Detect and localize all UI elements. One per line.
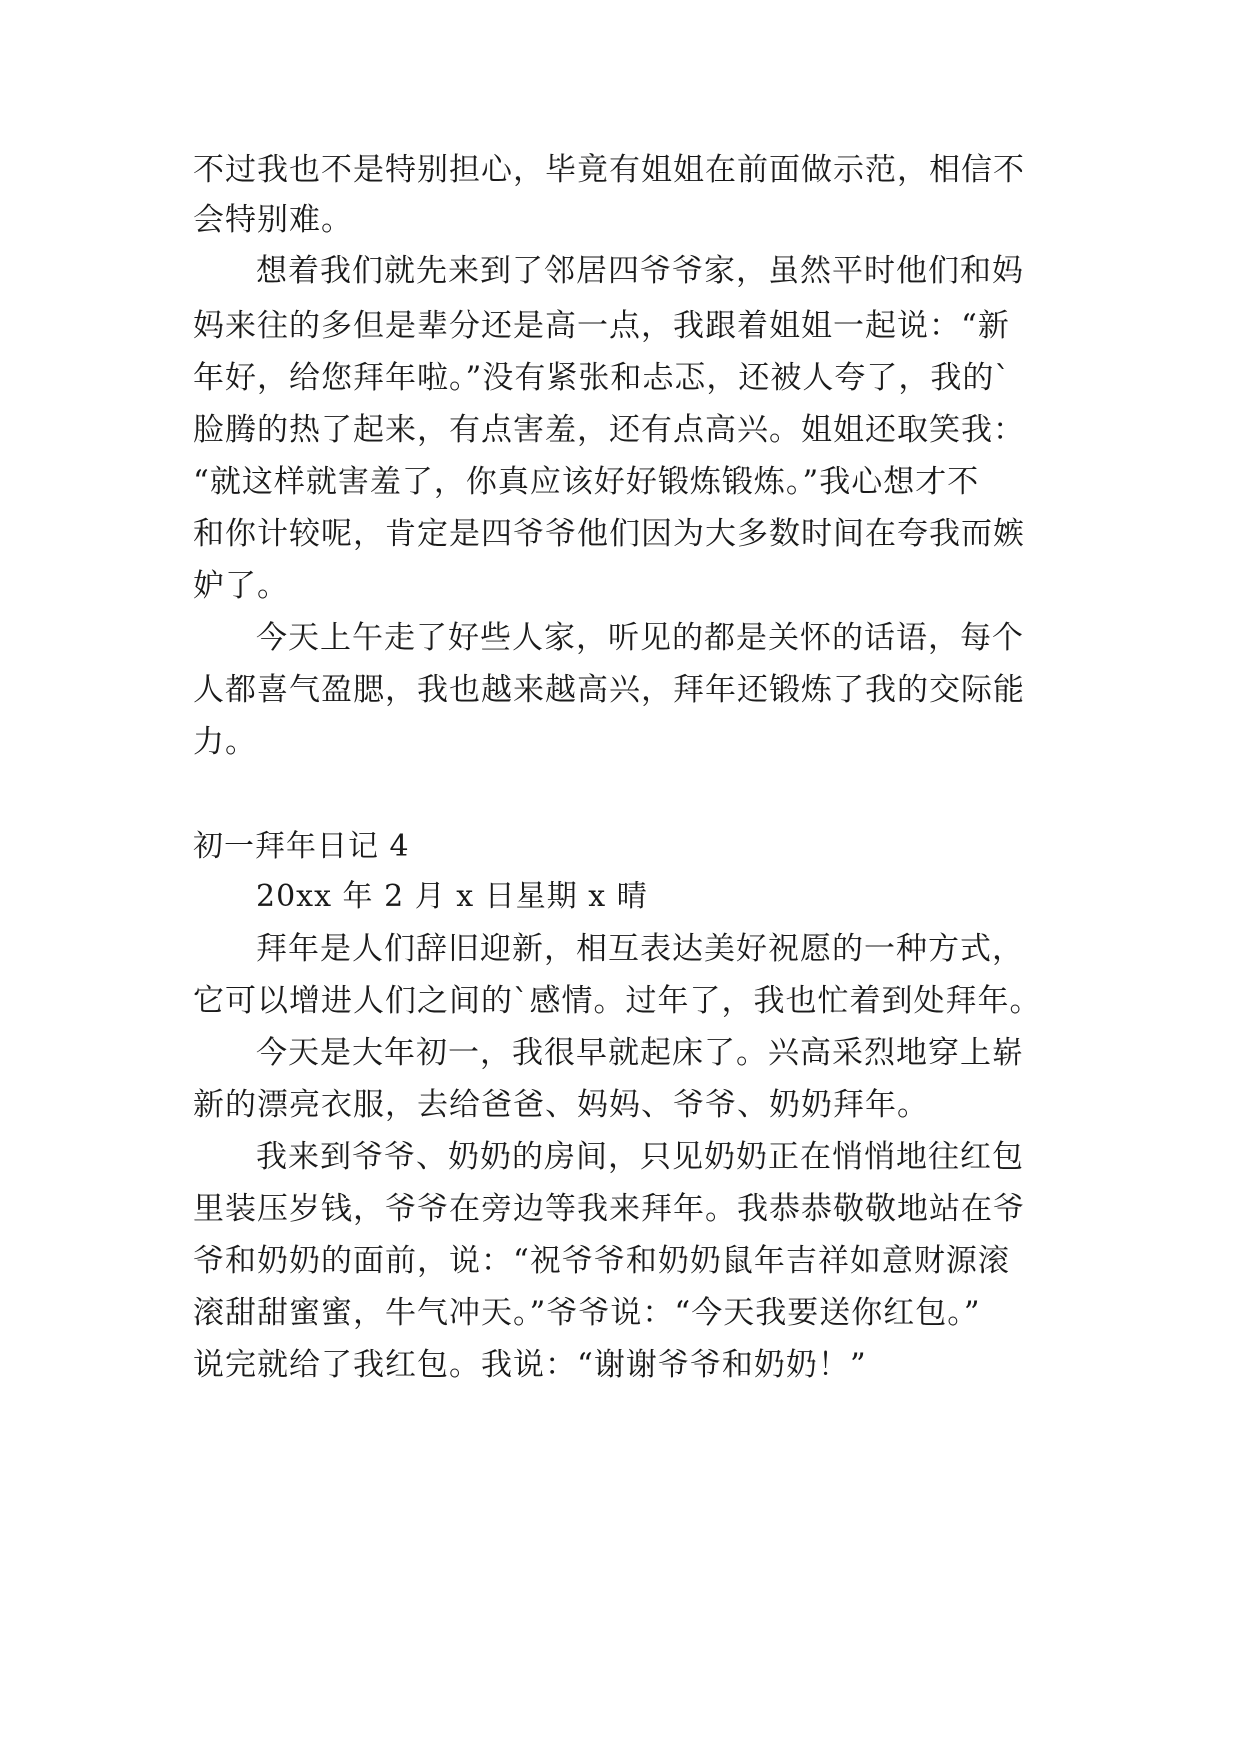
paragraph-start: 想着我们就先来到了邻居四爷爷家，虽然平时他们和妈 (256, 253, 1024, 289)
text-line: 脸腾的热了起来，有点害羞，还有点高兴。姐姐还取笑我： (193, 412, 1025, 448)
section-title: 初一拜年日记 4 (193, 829, 410, 864)
text-line: 它可以增进人们之间的`感情。过年了，我也忙着到处拜年。 (193, 983, 1042, 1019)
text-line: 里装压岁钱，爷爷在旁边等我来拜年。我恭恭敬敬地站在爷 (193, 1191, 1025, 1227)
paragraph-start: 今天上午走了好些人家，听见的都是关怀的话语，每个 (256, 620, 1024, 656)
paragraph-start: 我来到爷爷、奶奶的房间，只见奶奶正在悄悄地往红包 (256, 1139, 1024, 1175)
text-line: 人都喜气盈腮，我也越来越高兴，拜年还锻炼了我的交际能 (193, 672, 1025, 708)
diary-date: 20xx 年 2 月 x 日星期 x 晴 (256, 879, 648, 914)
paragraph-start: 今天是大年初一，我很早就起床了。兴高采烈地穿上崭 (256, 1035, 1024, 1071)
text-line: 新的漂亮衣服，去给爸爸、妈妈、爷爷、奶奶拜年。 (193, 1087, 929, 1123)
text-line: 妒了。 (193, 568, 289, 604)
text-line: 说完就给了我红包。我说：“谢谢爷爷和奶奶！” (193, 1347, 867, 1383)
text-line: 滚甜甜蜜蜜，牛气冲天。”爷爷说：“今天我要送你红包。” (193, 1295, 981, 1331)
text-line: 和你计较呢，肯定是四爷爷他们因为大多数时间在夸我而嫉 (193, 516, 1025, 552)
text-line: 会特别难。 (193, 202, 353, 238)
text-line: 年好，给您拜年啦。”没有紧张和忐忑，还被人夸了，我的` (193, 360, 1011, 396)
paragraph-start: 拜年是人们辞旧迎新，相互表达美好祝愿的一种方式， (256, 931, 1024, 967)
text-line: “就这样就害羞了，你真应该好好锻炼锻炼。”我心想才不 (193, 464, 980, 500)
text-line: 力。 (193, 724, 257, 760)
text-line: 不过我也不是特别担心，毕竟有姐姐在前面做示范，相信不 (193, 152, 1025, 188)
text-line: 爷和奶奶的面前，说：“祝爷爷和奶奶鼠年吉祥如意财源滚 (193, 1243, 1010, 1279)
text-line: 妈来往的多但是辈分还是高一点，我跟着姐姐一起说：“新 (193, 308, 1010, 344)
